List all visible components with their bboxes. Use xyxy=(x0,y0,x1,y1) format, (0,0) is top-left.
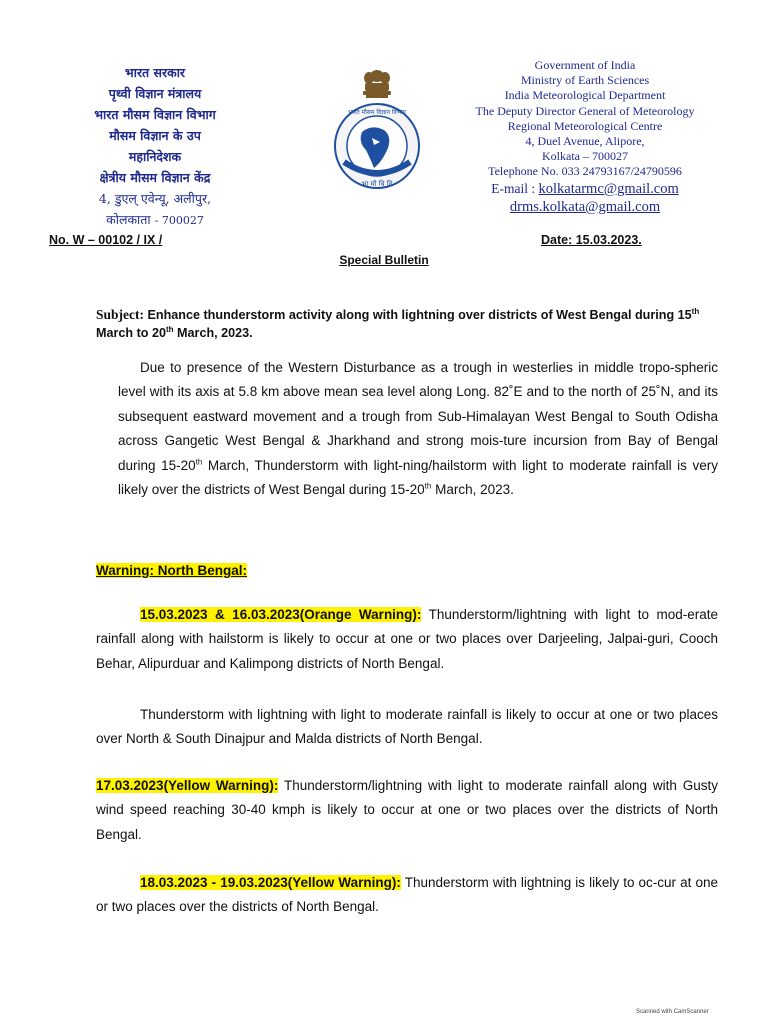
hindi-pin: - 700027 xyxy=(154,214,204,227)
hindi-line-3: भारत मौसम विज्ञान विभाग xyxy=(94,107,216,122)
subject-sup-1: th xyxy=(691,306,700,316)
letterhead-english xyxy=(440,58,730,216)
warning-yellow-17 xyxy=(96,774,718,847)
warning-yellow-17-text: Thunderstorm/lightning with light to moderate rainfall along with Gusty wind speed reaching 30-40 kmph is likely to occur at one or two places over the districts of North Bengal. xyxy=(96,778,719,842)
reference-number: No. W – 00102 / IX / xyxy=(49,233,163,247)
warning-orange-text: Thunderstorm/lightning with light to mod-erate rainfall along with hailstorm is likely to occur at one or two places over Darjeeling, Jalpai-guri, Cooch Behar, Alipurduar and Kalimpong districts of North Bengal. xyxy=(96,607,718,671)
subject-text-b: March to 20 xyxy=(96,325,166,340)
warning-heading: Warning: North Bengal: xyxy=(96,563,247,578)
warning-orange-label: 15.03.2023 & 16.03.2023(Orange Warning): xyxy=(140,607,422,622)
email-link-1[interactable]: kolkatarmc@gmail.com xyxy=(538,180,679,197)
warning-orange-extra-text: Thunderstorm with lightning with light to moderate rainfall is likely to occur at one or two places over North & South Dinajpur and Malda districts of North Bengal. xyxy=(96,707,718,747)
email-line xyxy=(440,180,730,198)
bulletin-title: Special Bulletin xyxy=(339,253,429,267)
imd-logo-text: भारत मौसम विज्ञान विभाग xyxy=(348,109,406,116)
warning-yellow-18-19-label: 18.03.2023 - 19.03.2023(Yellow Warning): xyxy=(140,875,401,890)
eng-line-4: The Deputy Director General of Meteorology xyxy=(475,103,695,118)
intro-b: March, Thunderstorm with light-ning/hailstorm with light to moderate rainfall is very likely over the districts of West Bengal during 15-20 xyxy=(118,457,718,498)
warning-yellow-18-19 xyxy=(96,871,718,920)
hindi-line-6: क्षेत्रीय मौसम विज्ञान केंद्र xyxy=(99,170,211,185)
hindi-line-1: भारत सरकार xyxy=(124,65,186,80)
bulletin-date: Date: 15.03.2023. xyxy=(541,233,642,247)
warning-yellow-18-19-text: Thunderstorm with lightning is likely to oc-cur at one or two places over the districts of North Bengal. xyxy=(96,875,718,915)
telephone: Telephone No. 033 24793167/24790596 xyxy=(488,164,682,179)
warning-yellow-17-label: 17.03.2023(Yellow Warning): xyxy=(96,778,279,793)
imd-logo-icon xyxy=(335,104,419,188)
hindi-line-8 xyxy=(40,209,270,231)
subject-sup-2: th xyxy=(166,324,174,334)
eng-line-1: Government of India xyxy=(534,58,636,72)
national-emblem-icon xyxy=(363,70,391,98)
eng-line-5: Regional Meteorological Centre xyxy=(507,118,663,133)
scanner-watermark: Scanned with CamScanner xyxy=(636,1009,709,1015)
subject-text-a: Enhance thunderstorm activity along with lightning over districts of West Bengal during 15 xyxy=(144,308,692,322)
hindi-line-2: पृथ्वी विज्ञान मंत्रालय xyxy=(108,86,202,101)
eng-line-6: 4, Duel Avenue, Alipore, xyxy=(525,134,645,149)
subject xyxy=(96,306,716,342)
emblems xyxy=(312,66,442,191)
intro-paragraph xyxy=(118,356,718,502)
hindi-city: कोलकाता xyxy=(106,212,151,227)
hindi-line-4: मौसम विज्ञान के उप xyxy=(109,128,201,143)
hindi-line-7: 4, डुएल् एवेन्यू, अलीपुर, xyxy=(98,191,212,206)
intro-a: Due to presence of the Western Disturbance as a trough in westerlies in middle tropo-spheric level with its axis at 5.8 km above mean sea level along Long. 82˚E and to the north of 25˚N, and its subsequent eastward movement and a trough from Sub-Himalayan West Bengal to South Odisha across Gangetic West Bengal & Jharkhand and strong mois-ture incursion from Bay of Bengal during 15-20 xyxy=(118,360,718,473)
subject-text-c: March, 2023. xyxy=(173,325,253,340)
warning-orange-extra xyxy=(96,703,718,752)
intro-c: March, 2023. xyxy=(431,482,514,498)
intro-sup-1: th xyxy=(195,457,203,467)
email-link-2[interactable]: drms.kolkata@gmail.com xyxy=(509,198,661,215)
imd-logo-bottom: भा मौ वि वि xyxy=(361,180,393,188)
eng-line-3: India Meteorological Department xyxy=(504,88,666,103)
eng-line-2: Ministry of Earth Sciences xyxy=(520,73,650,88)
eng-line-7: Kolkata – 700027 xyxy=(542,149,628,164)
bulletin-title-wrap xyxy=(0,253,768,267)
subject-lead: Subject: xyxy=(96,307,144,322)
hindi-line-5: महानिदेशक xyxy=(128,149,182,164)
letterhead-hindi xyxy=(40,62,270,231)
email-label: E-mail : xyxy=(491,180,536,196)
intro-sup-2: th xyxy=(424,481,432,491)
warning-orange xyxy=(96,603,718,676)
